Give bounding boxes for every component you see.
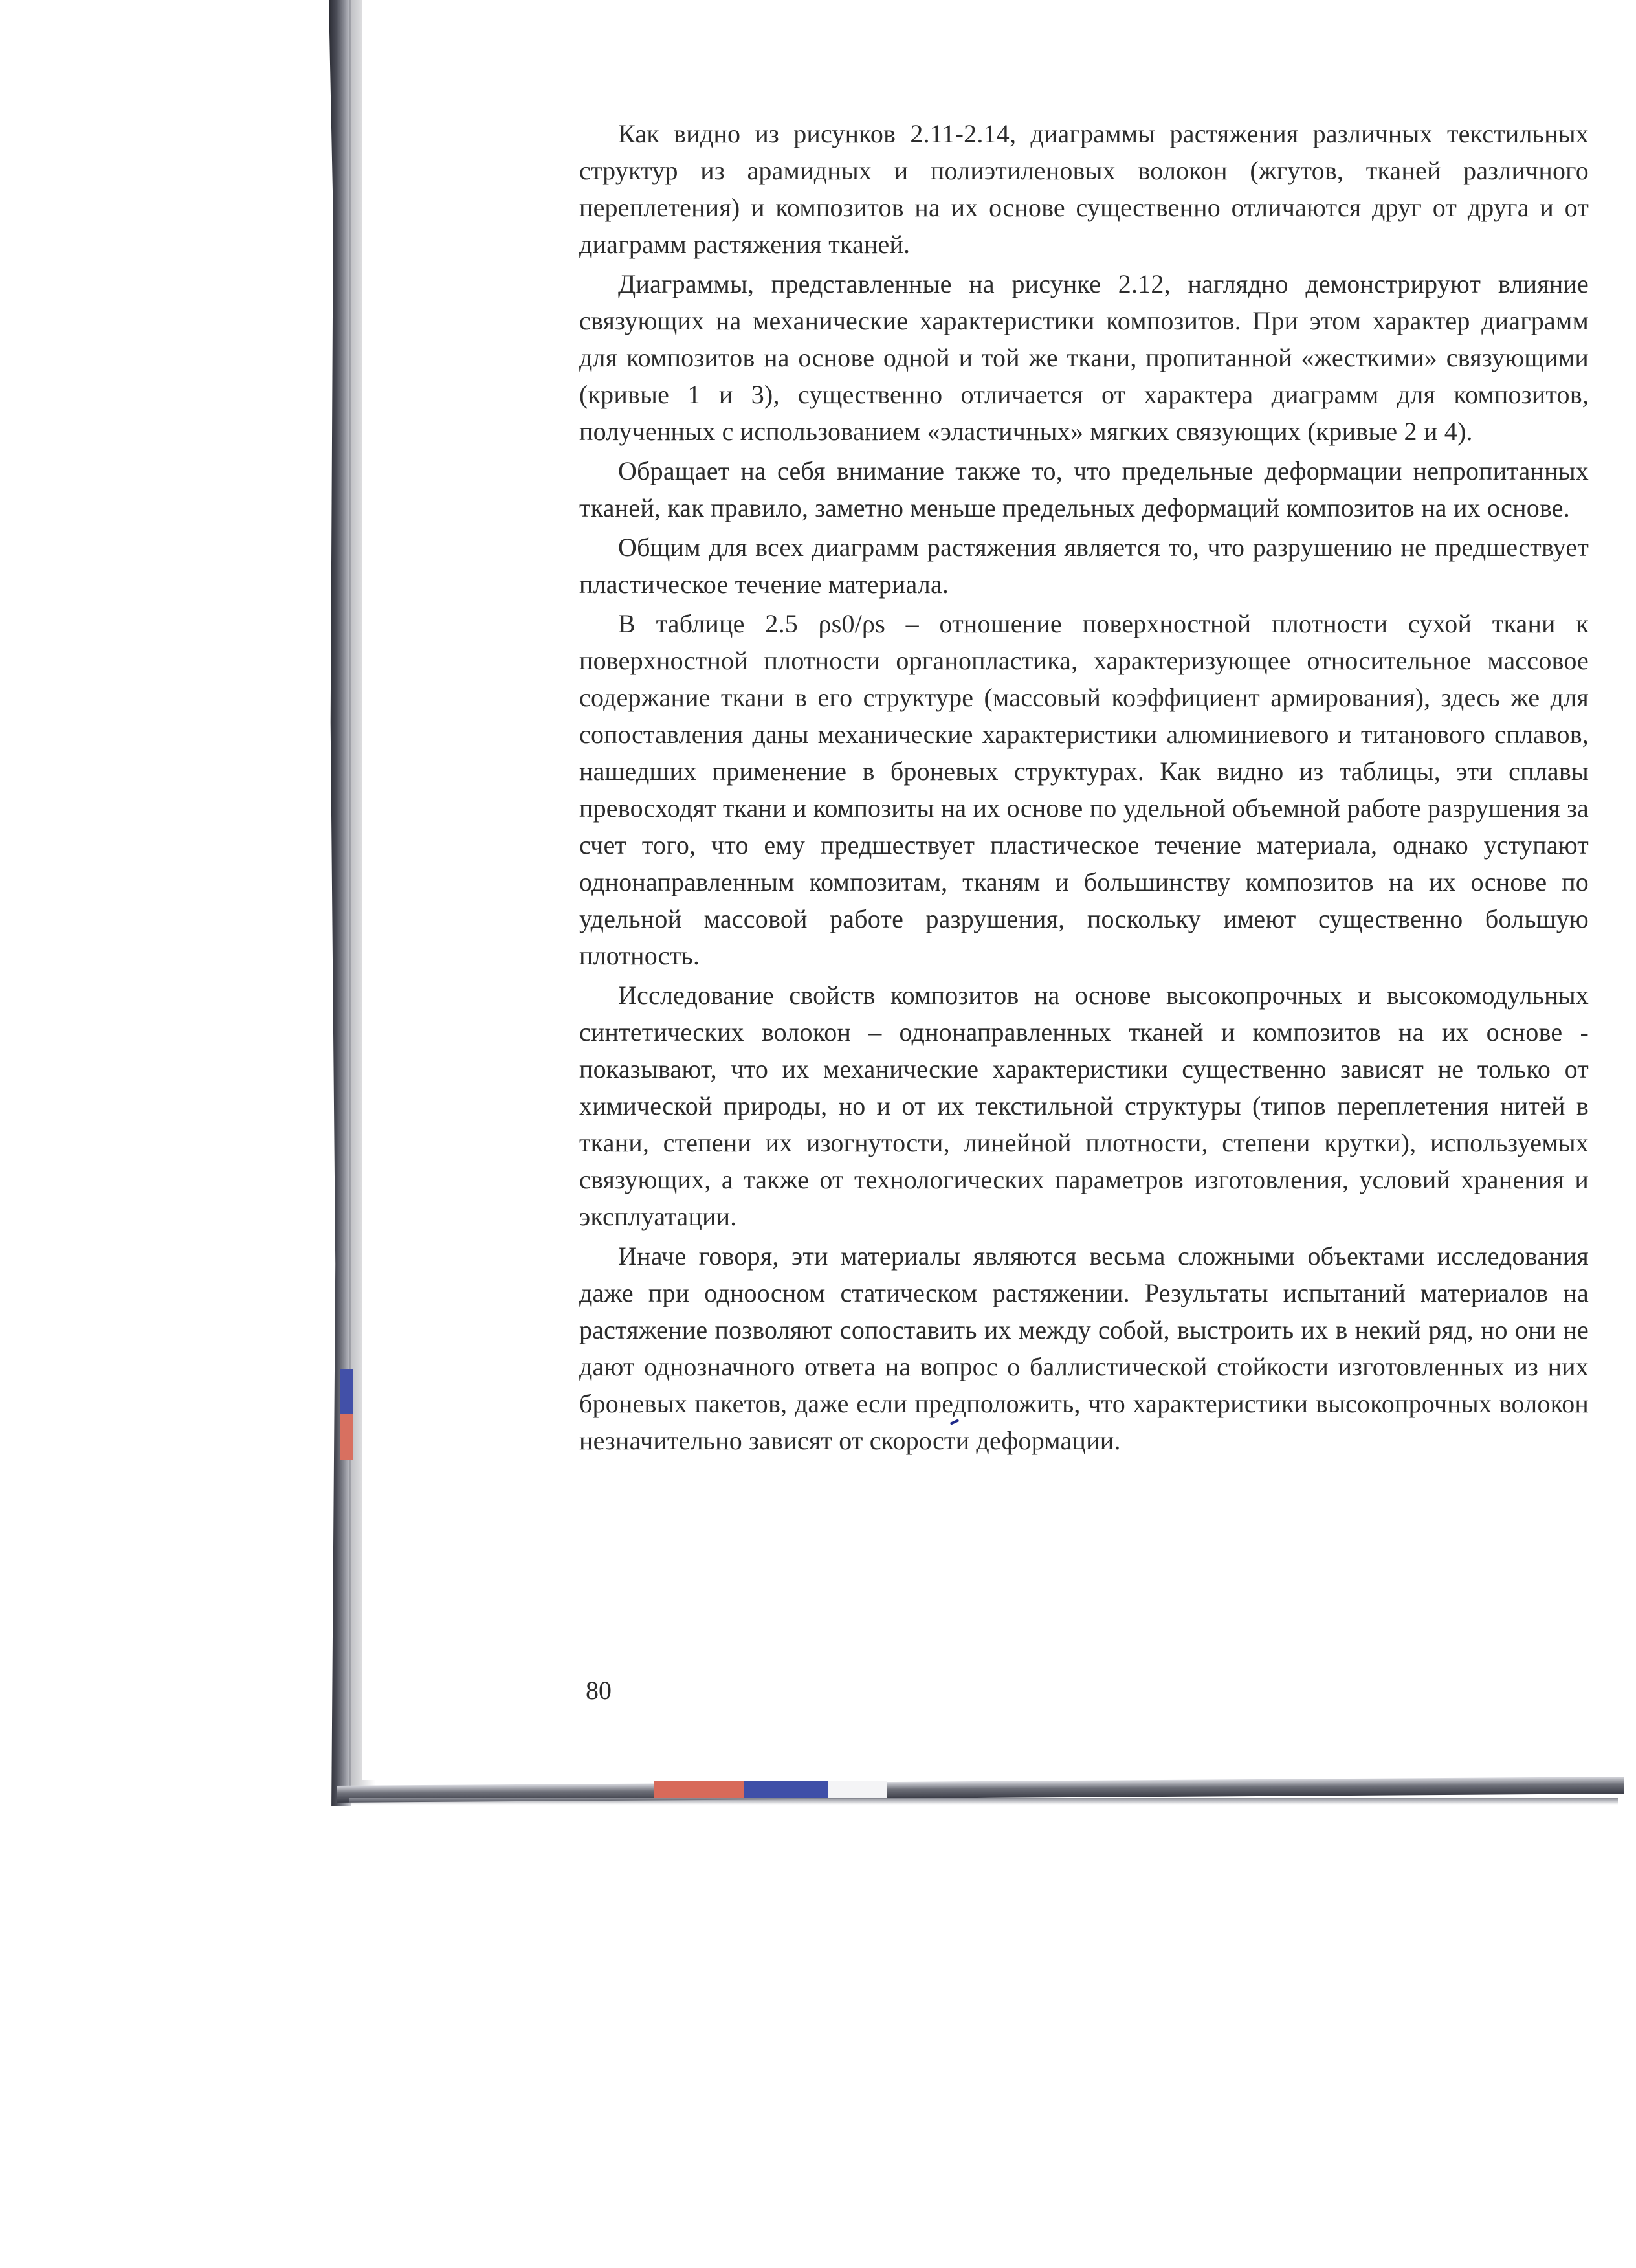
paragraph-7: Иначе говоря, эти материалы являются весьма сложными объектами исследования даже при одноосном статическом растяжении. Результаты испытаний материалов на растяжение позволяют сопоставить их между собой, выстроить их в некий ряд, но они не дают однозначного ответа на вопрос о баллистической стойкости изготовленных из них броневых пакетов, даже если предположить, что характеристики высокопрочных волокон незначительно зависят от скорости деформации. xyxy=(579,1241,1589,1455)
page-number: 80 xyxy=(586,1676,612,1705)
paragraph-5: В таблице 2.5 ρs0/ρs – отношение поверхностной плотности сухой ткани к поверхностной плотности органопластика, характеризующее относительное массовое содержание ткани в его структуре (массовый коэффициент армирования), здесь же для сопоставления даны механические характеристики алюминиевого и титанового сплавов, нашедших применение в броневых структурах. Как видно из таблицы, эти сплавы превосходят ткани и композиты на их основе по удельной объемной работе разрушения за счет того, что ему предшествует пластическое течение материала, однако уступают однонаправленным композитам, тканям и большинству композитов на их основе по удельной массовой работе разрушения, поскольку имеют существенно большую плотность. xyxy=(579,609,1589,970)
paragraph-4: Общим для всех диаграмм растяжения является то, что разрушению не предшествует пластическое течение материала. xyxy=(579,533,1589,599)
body-text xyxy=(579,115,1589,1462)
paragraph-6: Исследование свойств композитов на основе высокопрочных и высокомодульных синтетических волокон – однонаправленных тканей и композитов на их основе - показывают, что их механические характеристики существенно зависят не только от химической природы, но и от их текстильной структуры (типов переплетения нитей в ткани, степени их изогнутости, линейной плотности, степени крутки), используемых связующих, а также от технологических параметров изготовления, условий хранения и эксплуатации. xyxy=(579,981,1589,1231)
paragraph-3: Обращает на себя внимание также то, что предельные деформации непропитанных тканей, как правило, заметно меньше предельных деформаций композитов на их основе. xyxy=(579,456,1589,522)
book-bottom-shadow xyxy=(349,1798,1618,1805)
bottom-stripe-white xyxy=(828,1781,887,1798)
bottom-stripe-red xyxy=(654,1781,744,1798)
cover-stripe-blue xyxy=(340,1369,353,1414)
book-spine xyxy=(329,0,351,1806)
bottom-stripe-blue xyxy=(744,1781,828,1798)
cover-stripe-red xyxy=(340,1414,353,1460)
paragraph-2: Диаграммы, представленные на рисунке 2.12, наглядно демонстрируют влияние связующих на механические характеристики композитов. При этом характер диаграмм для композитов на основе одной и той же ткани, пропитанной «жесткими» связующими (кривые 1 и 3), существенно отличается от характера диаграмм для композитов, полученных с использованием «эластичных» мягких связующих (кривые 2 и 4). xyxy=(579,269,1589,446)
paragraph-1: Как видно из рисунков 2.11-2.14, диаграммы растяжения различных текстильных структур из арамидных и полиэтиленовых волокон (жгутов, тканей различного переплетения) и композитов на их основе существенно отличаются друг от друга и от диаграмм растяжения тканей. xyxy=(579,119,1589,259)
